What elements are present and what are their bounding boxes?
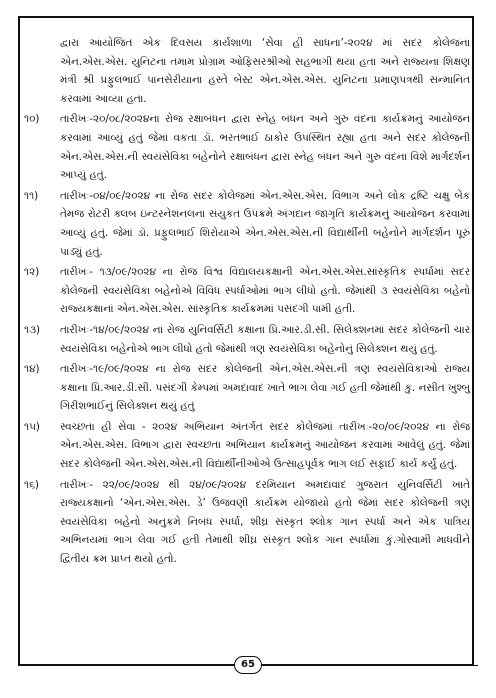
list-item [24,418,470,474]
item-number: ૧૫) [24,420,40,433]
item-number: ૧૬) [24,478,39,491]
list-item [24,263,470,319]
item-text: તારીખઃ- ૨૨/૦૯/૨૦૨૪ થી ૨૪/૦૯/૨૦૨૪ દરમિયાન અમદાવાદ ગુજરાત યુનિવર્સિટી ખાતે રાજ્યકક્ષાનો ‘એન.એસ.એસ. ડે’ ઉજવણી કાર્યક્રમ યોજાયો હતો જેમાં સદર કોલેજની ત્રણ સ્વયંસેવિકા બહેનો અનુક્રમે નિબંધ સ્પર્ધા, શીઘ્ર સંસ્કૃત શ્લોક ગાન સ્પર્ધા અને એક પાત્રિય અભિનયમાં ભાગ લેવા ગઈ હતી તેમાંથી શીઘ્ર સંસ્કૃત શ્લોક ગાન સ્પર્ધામાં કું.ગોસ્વામી માધવીને દ્વિતીય ક્રમ પ્રાપ્ત થયો હતો. [60,478,470,566]
list-item [24,360,470,416]
intro-paragraph: દ્વારા આયોજિત એક દિવસય કાર્યશાળા ‘સેવા હી સાધના’-૨૦૨૪ માં સદર કોલેજના એન.એસ.એસ. યુનિટના તમામ પ્રોગ્રામ ઓફિસરશ્રીઓ સહભાગી થયા હતા અને રાજ્યના શિક્ષણ મંત્રી શ્રી પ્રફુલભાઈ પાનસેરીયાના હસ્તે બેસ્ટ એન.એસ.એસ. યુનિટના પ્રમાણપત્રથી સન્માનિત કરવામાં આવ્યા હતા. [60,37,470,105]
item-text: તારીખઃ-૧૯/૦૯/૨૦૨૪ ના રોજ સદર કોલેજની એન.એસ.એસ.ની ત્રણ સ્વયંસેવિકાઓ રાજ્ય કક્ષાના પ્રિ.આર.ડી.સી. પસંદગી કેમ્પમાં અમદાવાદ ખાતે ભાગ લેવા ગઈ હતી જેમાંથી કુ. નસીત ખુશ્બુ ગિરીશભાઈનું સિલેક્શન થયું હતું [60,363,470,413]
list-item [24,476,470,569]
item-number: ૧૧) [24,189,39,202]
item-number: ૧૨) [24,266,40,279]
page-content [24,34,470,569]
item-number: ૧૩) [24,323,41,336]
item-text: તારીખઃ-૦૪/૦૯/૨૦૨૪ ના રોજ સદર કોલેજમાં એન.એસ.એસ. વિભાગ અને લોક દ્રષ્ટિ ચક્ષુ બેંક તેમજ રોટરી ક્લબ ઇન્ટરનેશનલના સંયુકત ઉપક્રમે અંગદાન જાગૃતિ કાર્યક્રમનું આયોજન કરવામાં આવ્યું હતું. જેમાં ડૉ. પ્રફુલભાઈ શિરોયાએ એન.એસ.એસ.ની વિદ્યાર્થીની બહેનોને માર્ગદર્શન પૂરું પાડ્યું હતું. [60,189,470,258]
item-number: ૧૪) [24,363,40,376]
item-text: તારીખઃ- ૧૩/૦૯/૨૦૨૪ ના રોજ વિશ્વ વિદ્યાલયકક્ષાની એન.એસ.એસ.સાંસ્કૃતિક સ્પર્ધામાં સદર કોલેજની સ્વયંસેવિકા બહેનોએ વિવિધ સ્પર્ધાઓમાં ભાગ લીધો હતો. જેમાંથી ૩ સ્વયંસેવિકા બહેનો રાજ્યકક્ષાનાં એન.એસ.એસ. સાંસ્કૃતિક કાર્યક્રમમાં પસંદગી પામી હતી. [60,266,470,316]
item-text: તારીખઃ-૧૪/૦૯/૨૦૨૪ ના રોજ યુનિવર્સિટી કક્ષાના પ્રિ.આર.ડી.સી. સિલેક્શનમાં સદર કોલેજની ચાર સ્વયંસેવિકા બહેનોએ ભાગ લીધો હતો જેમાંથી ત્રણ સ્વયંસેવિકા બહેનોનું સિલેક્શન થયું હતું. [60,323,470,355]
list-item [24,187,470,261]
list-item [24,321,470,358]
item-text: સ્વચ્છતા હી સેવા - ૨૦૨૪ અભિયાન અંતર્ગત સદર કોલેજમાં તારીખઃ-૨૦/૦૯/૨૦૨૪ ના રોજ એન.એસ.એસ. વિભાગ દ્વારા સ્વચ્છતા અભિયાન કાર્યક્રમનું આયોજન કરવામાં આવેલું હતું. જેમાં સદર કોલેજની એન.એસ.એસ.ની વિદ્યાર્થીનીઓએ ઉત્સાહપૂર્વક ભાગ લઈ સફાઈ કાર્ય કર્યું હતું. [60,420,470,471]
list-item [24,110,470,184]
page-number: 65 [234,656,262,674]
page-footer [0,655,496,675]
item-number: ૧૦) [24,113,40,126]
item-text: તારીખઃ-૨૦/૦૮/૨૦૨૪ના રોજ રક્ષાબંધન દ્વારા સ્નેહ બંધન અને ગુરુ વંદના કાર્યક્રમનું આયોજન કરવામાં આવ્યું હતું જેમાં વકતા ડૉ. ભરતભાઈ ઠાકોર ઉપસ્થિત રહ્યા હતા અને સદર કોલેજની એન.એસ.એસ.ની સ્વયંસેવિકા બહેનોને રક્ષાબંધન દ્વારા સ્નેહ બંધન અને ગુરુ વંદના વિશે માર્ગદર્શન આપ્યું હતું. [60,113,470,182]
